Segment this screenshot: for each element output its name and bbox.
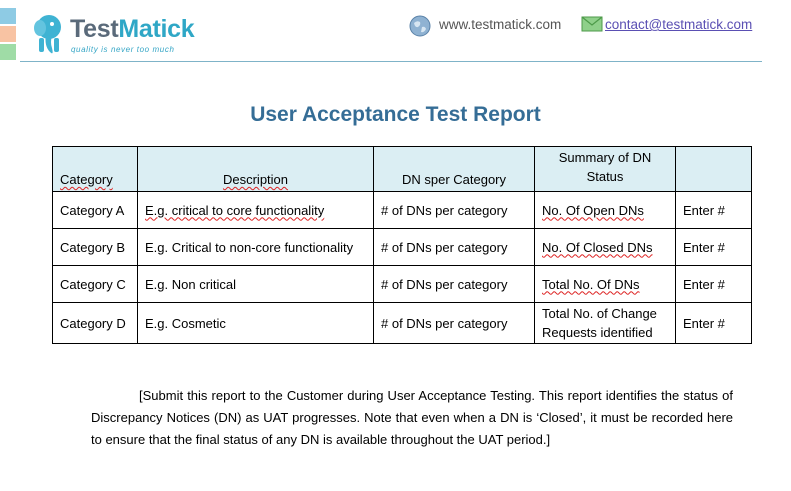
header-color-strip-orange	[0, 26, 16, 42]
logo-wordmark-part2: Matick	[118, 15, 195, 43]
cell-category: Category B	[53, 229, 138, 266]
table-row	[53, 192, 752, 229]
header-description: Description	[138, 147, 374, 192]
envelope-icon	[581, 16, 603, 32]
header-summary-dn-status: Summary of DN Status	[535, 147, 676, 192]
cell-category: Category D	[53, 303, 138, 344]
cell-summary: Total No. Of DNs	[535, 266, 676, 303]
table-row	[53, 266, 752, 303]
elephant-logo-icon	[32, 12, 66, 58]
cell-enter-value[interactable]: Enter #	[676, 303, 752, 344]
cell-dns-per-category: # of DNs per category	[374, 266, 535, 303]
cell-description: E.g. critical to core functionality	[138, 192, 374, 229]
cell-description: E.g. Non critical	[138, 266, 374, 303]
header-color-strip-green	[0, 44, 16, 60]
dn-summary-table	[52, 146, 752, 344]
cell-dns-per-category: # of DNs per category	[374, 303, 535, 344]
logo-wordmark-part1: Test	[70, 15, 119, 43]
cell-enter-value[interactable]: Enter #	[676, 266, 752, 303]
header-category: Category	[53, 147, 138, 192]
table-row	[53, 229, 752, 266]
header-divider	[20, 61, 762, 62]
company-logo	[32, 12, 212, 60]
instruction-note: [Submit this report to the Customer during User Acceptance Testing. This report identifies the status of Discrepancy Notices (DN) as UAT progresses. Note that even when a DN is ‘Closed’, it must be recorded here to ensure that the final status of any DN is available throughout the UAT period.]	[91, 388, 733, 447]
table-header-row	[53, 147, 752, 192]
header-empty	[676, 147, 752, 192]
globe-icon	[409, 15, 431, 37]
cell-summary: No. Of Closed DNs	[535, 229, 676, 266]
cell-category: Category A	[53, 192, 138, 229]
cell-summary: Total No. of Change Requests identified	[535, 303, 676, 344]
cell-description: E.g. Critical to non-core functionality	[138, 229, 374, 266]
email-link[interactable]: contact@testmatick.com	[605, 17, 753, 32]
page-title: User Acceptance Test Report	[250, 103, 541, 126]
cell-enter-value[interactable]: Enter #	[676, 192, 752, 229]
logo-tagline: quality is never too much	[71, 45, 175, 54]
cell-category: Category C	[53, 266, 138, 303]
cell-summary: No. Of Open DNs	[535, 192, 676, 229]
cell-dns-per-category: # of DNs per category	[374, 192, 535, 229]
cell-dns-per-category: # of DNs per category	[374, 229, 535, 266]
cell-description: E.g. Cosmetic	[138, 303, 374, 344]
header-color-strip-blue	[0, 8, 16, 24]
header-dns-per-category: DN sper Category	[374, 147, 535, 192]
logo-wordmark	[70, 15, 194, 44]
table-row	[53, 303, 752, 344]
website-text: www.testmatick.com	[439, 17, 562, 32]
cell-enter-value[interactable]: Enter #	[676, 229, 752, 266]
